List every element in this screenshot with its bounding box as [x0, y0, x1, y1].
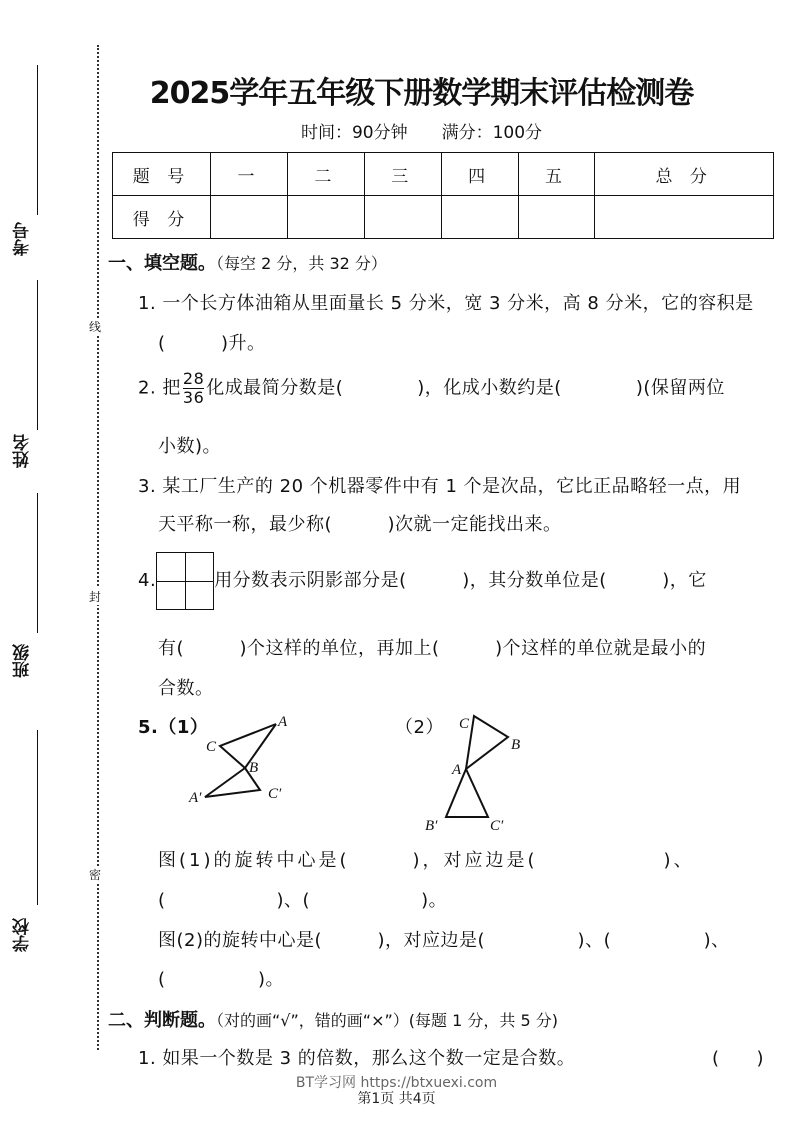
- score-row-label: 得 分: [113, 196, 211, 239]
- fig2-triangle-abc: [466, 716, 508, 769]
- school-label: 学校: [13, 918, 33, 952]
- seal-mark-seal: 封: [89, 590, 102, 604]
- watermark: BT学习网 https://btxuexi.com: [295, 1075, 498, 1091]
- exam-info: 时间：90分钟 满分：100分: [300, 123, 543, 143]
- q5-text-2: ( )、( )。: [158, 890, 448, 911]
- fig1-label-b: B: [249, 760, 259, 776]
- fig1-triangle-abc: [220, 724, 276, 768]
- q2-body: 化成最简分数是( )，化成小数约是( )(保留两位: [206, 377, 725, 399]
- q4-text-end: 合数。: [158, 678, 214, 699]
- fig1-label-c-prime: C′: [268, 786, 282, 802]
- name-label: 姓名: [13, 434, 33, 468]
- section2-title: 二、判断题。: [108, 1010, 216, 1031]
- fig2-label-c: C: [459, 716, 470, 732]
- q5-label-2: （2）: [395, 717, 444, 738]
- section1-title: 一、填空题。: [108, 253, 216, 274]
- fig2-label-c-prime: C′: [490, 818, 504, 834]
- section2-heading: [108, 1006, 558, 1032]
- fig2-label-b: B: [511, 737, 521, 753]
- section1-note: （每空 2 分，共 32 分）: [216, 254, 387, 273]
- q3-text-cont: 天平称一称，最少称( )次就一定能找出来。: [158, 514, 562, 535]
- q2-text-cont: 小数)。: [158, 436, 222, 457]
- q4-prefix: 4.: [138, 570, 157, 591]
- q5-label: 5.（1）: [138, 717, 209, 738]
- table-header-cell: 三: [364, 153, 441, 196]
- fig2-label-b-prime: B′: [425, 818, 438, 834]
- fraction-numerator: 28: [182, 369, 205, 388]
- fraction-denominator: 36: [182, 388, 205, 407]
- fig1-label-a-prime: A′: [189, 790, 202, 806]
- table-header-cell: 一: [211, 153, 288, 196]
- fig2-label-a: A: [452, 762, 462, 778]
- q5-text-3: 图(2)的旋转中心是( )，对应边是( )、( )、: [158, 930, 730, 951]
- table-header-cell: 四: [441, 153, 518, 196]
- fig1-label-c: C: [206, 739, 217, 755]
- seal-mark-secret: 密: [89, 868, 102, 882]
- page-number: 第1页 共4页: [357, 1091, 436, 1107]
- q4-text-cont: 有( )个这样的单位，再加上( )个这样的单位就是最小的: [158, 638, 707, 659]
- q1-blank[interactable]: ( )升。: [158, 333, 266, 354]
- section2-note: （对的画“√”，错的画“×”）(每题 1 分，共 5 分): [216, 1011, 558, 1030]
- q1-text: 1. 一个长方体油箱从里面量长 5 分米，宽 3 分米，高 8 分米，它的容积是: [138, 293, 754, 314]
- q5-text-4: ( )。: [158, 969, 285, 990]
- judge-q1-text: 1. 如果一个数是 3 的倍数，那么这个数一定是合数。: [138, 1048, 576, 1069]
- q4-body: 用分数表示阴影部分是( )，其分数单位是( )，它: [214, 570, 707, 591]
- q3-text: 3. 某工厂生产的 20 个机器零件中有 1 个是次品，它比正品略轻一点，用: [138, 476, 742, 497]
- fig1-label-a: A: [278, 714, 288, 730]
- table-header-cell: 五: [518, 153, 595, 196]
- table-header-cell: 题 号: [113, 153, 211, 196]
- figure-1: [205, 724, 276, 797]
- q2-prefix: 2. 把: [138, 377, 181, 399]
- page-title: 2025学年五年级下册数学期末评估检测卷: [149, 76, 694, 111]
- exam-number-label: 考号: [13, 222, 33, 256]
- q5-text-1: 图(1)的旋转中心是( )，对应边是( )、: [158, 850, 695, 871]
- judge-q1-answer-blank[interactable]: ( ): [712, 1048, 765, 1069]
- table-header-cell: 二: [287, 153, 364, 196]
- table-header-cell: 总 分: [595, 153, 774, 196]
- class-label: 班级: [13, 644, 33, 678]
- seal-mark-line: 线: [89, 320, 102, 334]
